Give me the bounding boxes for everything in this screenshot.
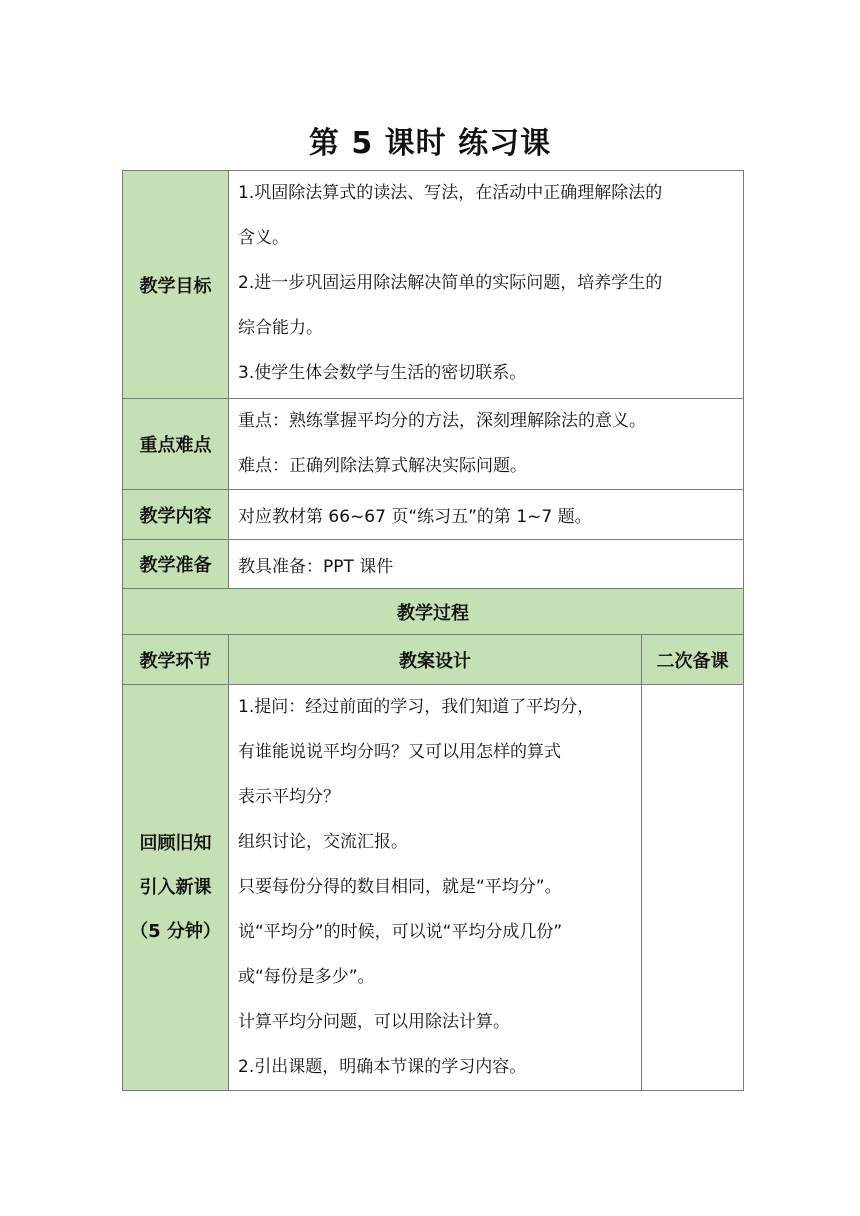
process-title-row <box>123 589 744 635</box>
design-line: 说“平均分”的时候，可以说“平均分成几份” <box>238 922 563 942</box>
content-label: 教学内容 <box>123 490 229 540</box>
content-row <box>123 490 744 540</box>
goals-line: 综合能力。 <box>238 318 323 338</box>
notes-column-header: 二次备课 <box>642 635 744 685</box>
goals-line: 含义。 <box>238 228 289 248</box>
goals-line: 3.使学生体会数学与生活的密切联系。 <box>238 363 527 383</box>
stage-line: 回顾旧知 <box>139 832 212 854</box>
goals-label: 教学目标 <box>123 171 229 399</box>
design-line: 2.引出课题，明确本节课的学习内容。 <box>238 1057 527 1077</box>
key-points-row <box>123 399 744 490</box>
design-line: 计算平均分问题，可以用除法计算。 <box>238 1012 510 1032</box>
key-points-label: 重点难点 <box>123 399 229 490</box>
design-line: 表示平均分？ <box>238 787 340 807</box>
key-point-line: 重点：熟练掌握平均分的方法，深刻理解除法的意义。 <box>238 411 646 431</box>
design-line: 1.提问：经过前面的学习，我们知道了平均分， <box>238 697 595 717</box>
goals-row <box>123 171 744 399</box>
stage-duration: （5 分钟） <box>130 920 221 942</box>
page-title: 第 5 课时 练习课 <box>308 126 552 161</box>
key-points-content <box>229 399 744 490</box>
design-line: 有谁能说说平均分吗？又可以用怎样的算式 <box>238 742 561 762</box>
content-text: 对应教材第 66~67 页“练习五”的第 1~7 题。 <box>229 490 744 540</box>
preparation-label: 教学准备 <box>123 540 229 589</box>
design-column-header: 教案设计 <box>229 635 642 685</box>
design-line: 只要每份分得的数目相同，就是“平均分”。 <box>238 877 562 897</box>
lesson-plan-table <box>122 170 744 1091</box>
goals-line: 1.巩固除法算式的读法、写法，在活动中正确理解除法的 <box>238 183 663 203</box>
review-notes-cell <box>642 685 744 1091</box>
difficulty-line: 难点：正确列除法算式解决实际问题。 <box>238 456 527 476</box>
stage-column-header: 教学环节 <box>123 635 229 685</box>
design-line: 或“每份是多少”。 <box>238 967 375 987</box>
process-header-row <box>123 635 744 685</box>
goals-content <box>229 171 744 399</box>
review-design-content <box>229 685 642 1091</box>
goals-line: 2.进一步巩固运用除法解决简单的实际问题，培养学生的 <box>238 273 663 293</box>
design-line: 组织讨论，交流汇报。 <box>238 832 408 852</box>
stage-line: 引入新课 <box>139 876 212 898</box>
process-title: 教学过程 <box>123 589 744 635</box>
preparation-row <box>123 540 744 589</box>
review-row <box>123 685 744 1091</box>
review-stage-label <box>123 685 229 1091</box>
preparation-text: 教具准备：PPT 课件 <box>229 540 744 589</box>
